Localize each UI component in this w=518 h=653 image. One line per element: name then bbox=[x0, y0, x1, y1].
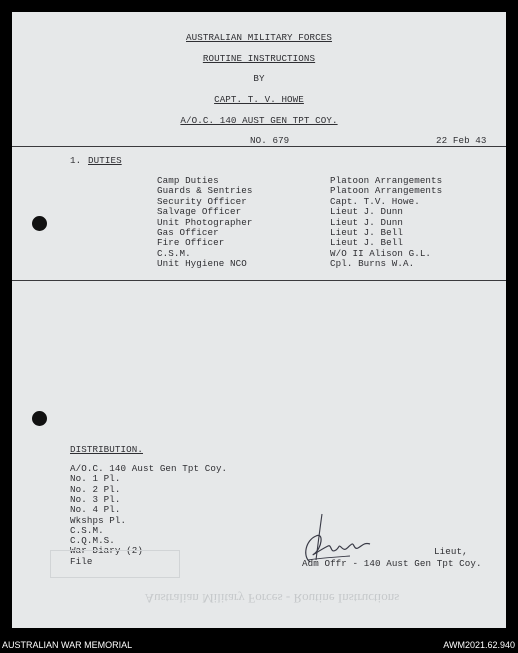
document-page bbox=[12, 12, 506, 628]
distribution-item: War Diary (2) bbox=[70, 545, 143, 557]
bleed-through-text: Australian Military Forces - Routine Instructions bbox=[144, 591, 400, 606]
duty-assignee: Lieut J. Dunn bbox=[330, 216, 403, 228]
distribution-item: No. 4 Pl. bbox=[70, 504, 121, 516]
duty-assignee: Platoon Arrangements bbox=[330, 175, 443, 186]
duty-assignee: Cpl. Burns W.A. bbox=[330, 258, 415, 270]
faint-stamp-outline bbox=[50, 550, 180, 578]
distribution-item: C.S.M. bbox=[70, 524, 104, 536]
duty-name: Security Officer bbox=[157, 195, 247, 207]
distribution-item: No. 1 Pl. bbox=[70, 473, 121, 485]
header-line-officer: CAPT. T. V. HOWE bbox=[214, 94, 304, 105]
punch-hole-upper bbox=[32, 216, 47, 231]
distribution-item: Wkshps Pl. bbox=[70, 514, 127, 526]
distribution-item: A/O.C. 140 Aust Gen Tpt Coy. bbox=[70, 463, 228, 474]
header-line-unit: A/O.C. 140 AUST GEN TPT COY. bbox=[180, 115, 338, 126]
duty-assignee: Lieut J. Dunn bbox=[330, 206, 403, 218]
duty-name: Salvage Officer bbox=[157, 206, 242, 218]
distribution-item: No. 3 Pl. bbox=[70, 493, 121, 505]
instruction-number: NO. 679 bbox=[250, 135, 290, 146]
duty-assignee: Lieut J. Bell bbox=[330, 227, 403, 238]
duty-name: C.S.M. bbox=[157, 247, 191, 259]
duty-name: Guards & Sentries bbox=[157, 185, 253, 197]
distribution-item: No. 2 Pl. bbox=[70, 483, 121, 495]
instruction-date: 22 Feb 43 bbox=[436, 135, 487, 146]
duty-assignee: Capt. T.V. Howe. bbox=[330, 195, 420, 207]
duty-name: Unit Hygiene NCO bbox=[157, 258, 247, 270]
duty-assignee: W/O II Alison G.L. bbox=[330, 247, 432, 259]
header-line-by: BY bbox=[253, 73, 265, 84]
duty-name: Camp Duties bbox=[157, 175, 219, 186]
top-divider bbox=[12, 146, 506, 147]
middle-divider bbox=[12, 280, 506, 281]
duty-name: Fire Officer bbox=[157, 237, 225, 249]
header-line-instructions: ROUTINE INSTRUCTIONS bbox=[202, 53, 316, 64]
distribution-item: File bbox=[70, 555, 93, 567]
duties-heading-number: 1. bbox=[70, 155, 82, 166]
duty-name: Unit Photographer bbox=[157, 216, 253, 228]
duty-name: Gas Officer bbox=[157, 227, 219, 238]
footer-accession-number: AWM2021.62.940 bbox=[443, 640, 515, 650]
signatory-title: Adm Offr - 140 Aust Gen Tpt Coy. bbox=[302, 558, 482, 569]
footer-institution: AUSTRALIAN WAR MEMORIAL bbox=[2, 640, 133, 650]
header-line-forces: AUSTRALIAN MILITARY FORCES bbox=[186, 32, 332, 43]
distribution-heading: DISTRIBUTION. bbox=[70, 444, 143, 455]
distribution-item: C.Q.M.S. bbox=[70, 535, 115, 547]
duties-heading: DUTIES bbox=[88, 155, 122, 166]
punch-hole-lower bbox=[32, 411, 47, 426]
signatory-rank: Lieut, bbox=[434, 546, 468, 557]
duty-assignee: Lieut J. Bell bbox=[330, 237, 403, 249]
duty-assignee: Platoon Arrangements bbox=[330, 185, 443, 197]
